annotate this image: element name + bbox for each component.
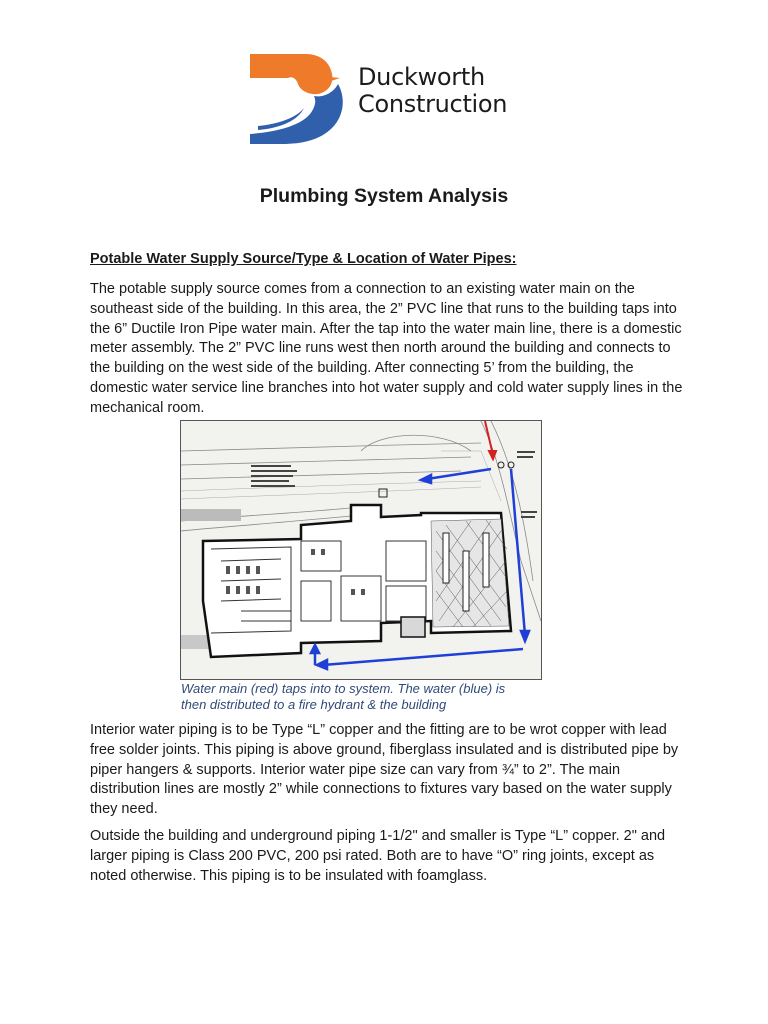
logo-line-1: Duckworth xyxy=(358,63,485,91)
site-plan-figure xyxy=(180,420,542,680)
paragraph-exterior-piping: Outside the building and underground piping 1-1/2" and smaller is Type “L” copper. 2" and larger piping is Class 200 PVC, 200 psi rated. Both are to have “O” ring joints, except as noted otherwise. This piping is to be insulated with foamglass. xyxy=(90,828,666,884)
company-logo xyxy=(248,48,528,148)
logo-wordmark xyxy=(358,64,507,118)
caption-line-1: Water main (red) taps into to system. The water (blue) is xyxy=(181,681,506,696)
page-title: Plumbing System Analysis xyxy=(259,185,509,207)
site-plan-drawing xyxy=(181,421,541,679)
caption-line-2: then distributed to a fire hydrant & the building xyxy=(181,697,447,712)
paragraph-interior-piping: Interior water piping is to be Type “L” copper and the fitting are to be wrot copper with lead free solder joints. This piping is above ground, fiberglass insulated and is distributed pipe by piper hangers & supports. Interior water pipe size can vary from ¾” to 2”. The main distribution lines are mostly 2” while connections to fixtures vary based on the water supply they need. xyxy=(90,722,679,818)
logo-line-2: Construction xyxy=(358,90,508,118)
section-heading: Potable Water Supply Source/Type & Location of Water Pipes: xyxy=(90,251,517,267)
paragraph-supply-source: The potable supply source comes from a connection to an existing water main on the southeast side of the building. In this area, the 2” PVC line that runs to the building taps into the 6” Ductile Iron Pipe water main. After the tap into the water main line, there is a domestic meter assembly. The 2” PVC line runs west then north around the building and connects to the building on the west side of the building. After connecting 5’ from the building, the domestic water service line branches into hot water supply and cold water supply lines in the mechanical room. xyxy=(90,281,683,416)
figure-caption xyxy=(181,681,505,713)
duck-logo-icon xyxy=(248,48,358,148)
